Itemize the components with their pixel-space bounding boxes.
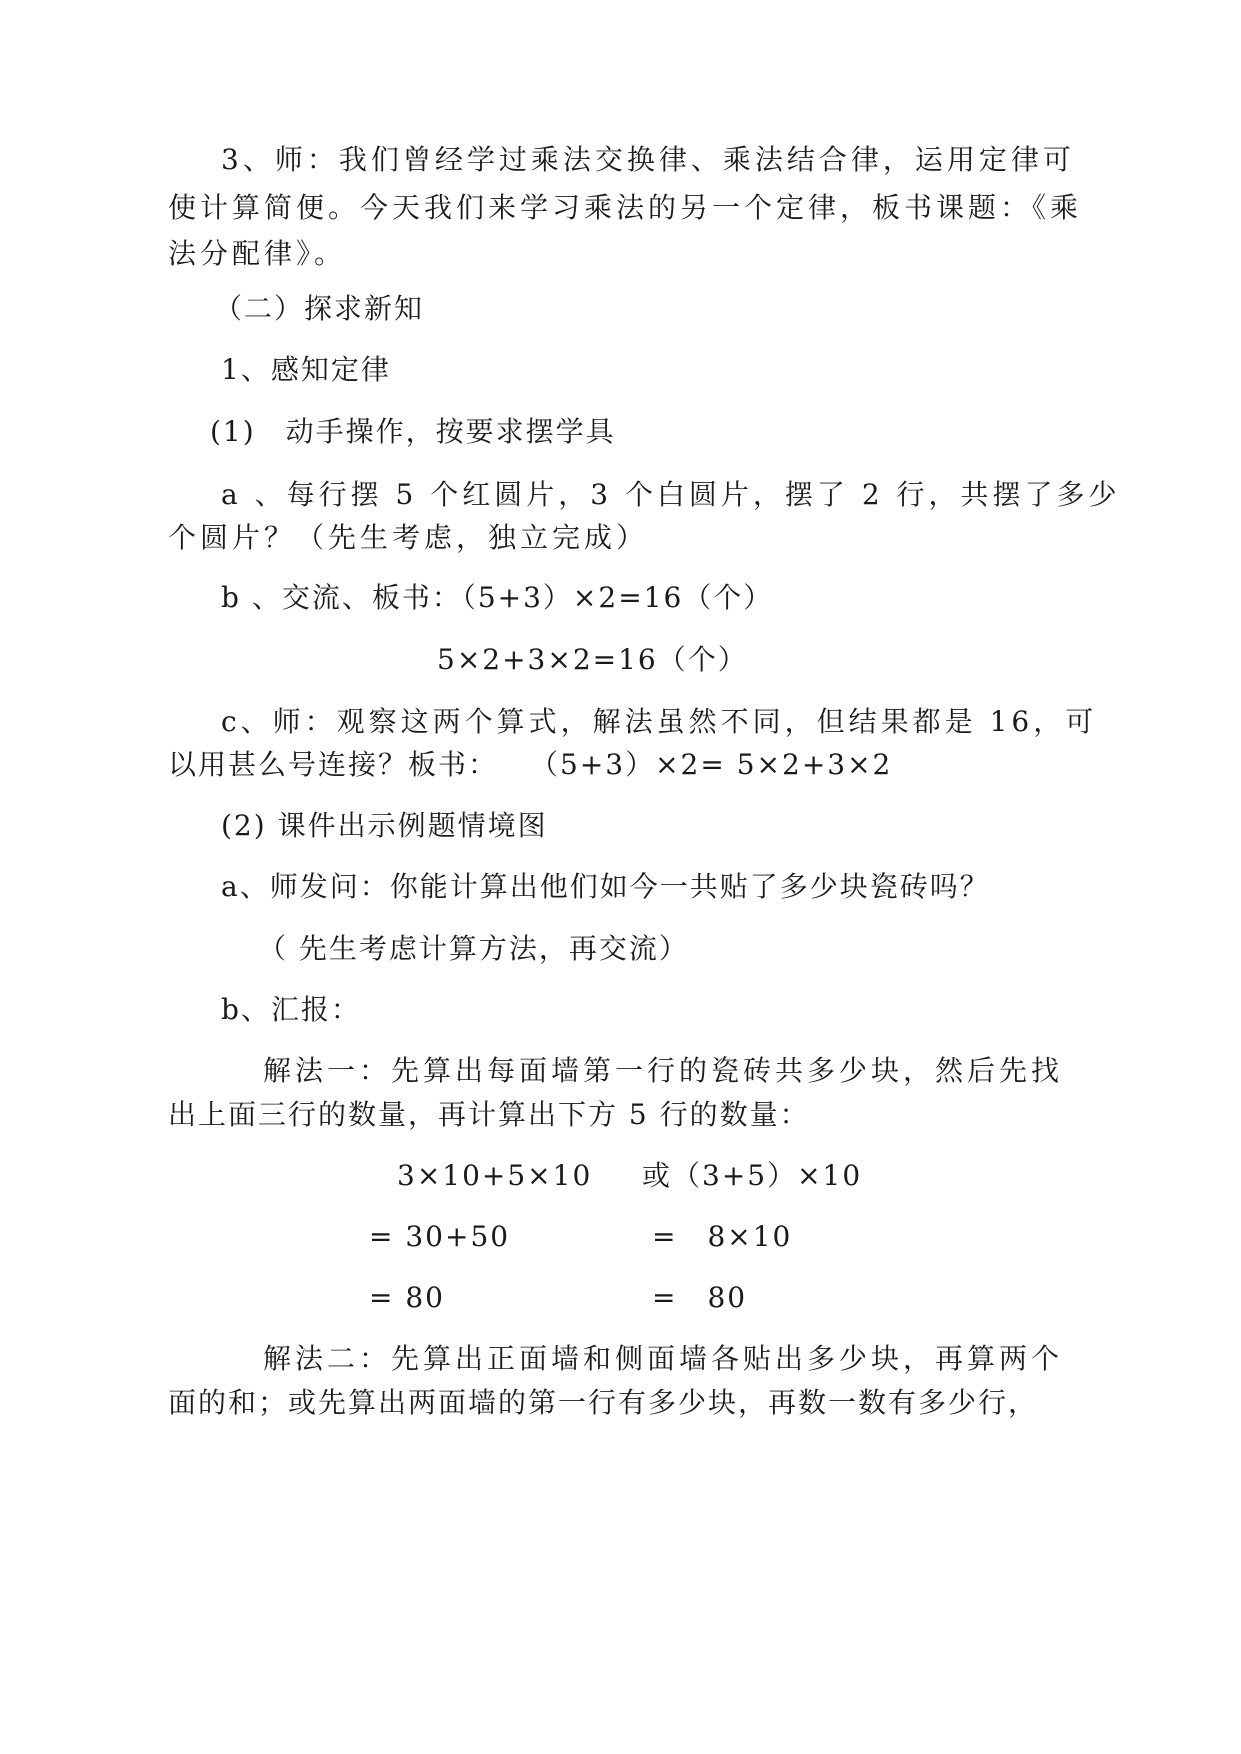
equation-centered: 5×2+3×2=16（个） (437, 643, 748, 676)
solution-two-line-1: 解法二：先算出正面墙和侧面墙各贴出多少块，再算两个 (263, 1342, 1064, 1375)
step-a-line-2: 个圆片？（先生考虑，独立完成） (168, 521, 649, 554)
step-c-line-2: 以用甚么号连接？板书： （5+3）×2= 5×2+3×2 (168, 748, 893, 781)
item-1-hands-on: (1) 动手操作，按要求摆学具 (210, 415, 616, 448)
section-heading-explore: （二）探求新知 (214, 292, 425, 325)
step-a-line-1: a 、每行摆 5 个红圆片，3 个白圆片，摆了 2 行，共摆了多少 (221, 478, 1121, 511)
step-b-board: b 、交流、板书：（5+3）×2=16（个） (221, 581, 774, 614)
paragraph-intro-line-2: 使计算简便。今天我们来学习乘法的另一个定律，板书课题：《乘 (168, 191, 1083, 224)
solution-two-line-2: 面的和；或先算出两面墙的第一行有多少块，再数一数有多少行， (168, 1386, 1039, 1419)
solution-one-line-1: 解法一：先算出每面墙第一行的瓷砖共多少块，然后先找 (263, 1054, 1064, 1087)
calc-left-step-1: 3×10+5×10 (397, 1159, 593, 1192)
note-think-method: （ 先生考虑计算方法，再交流） (258, 932, 689, 965)
paragraph-intro-line-3: 法分配律》。 (168, 237, 347, 270)
item-2-courseware: (2) 课件出示例题情境图 (221, 809, 548, 842)
calc-left-step-2: = 30+50 (369, 1220, 511, 1253)
paragraph-intro-line-1: 3、师：我们曾经学过乘法交换律、乘法结合律，运用定律可 (221, 143, 1075, 176)
calc-right-step-2: = 8×10 (652, 1220, 793, 1253)
step-c-line-1: c、师：观察这两个算式，解法虽然不同，但结果都是 16，可 (221, 705, 1098, 738)
step-b-report: b、汇报： (221, 993, 361, 1026)
calc-left-step-3: = 80 (369, 1281, 445, 1314)
calc-right-step-3: = 80 (652, 1281, 748, 1314)
calc-right-step-1: 或（3+5）×10 (642, 1159, 863, 1192)
question-tiles: a、师发问：你能计算出他们如今一共贴了多少块瓷砖吗？ (221, 870, 990, 903)
subheading-perceive-law: 1、感知定律 (221, 353, 391, 386)
solution-one-line-2: 出上面三行的数量，再计算出下方 5 行的数量： (168, 1098, 810, 1131)
